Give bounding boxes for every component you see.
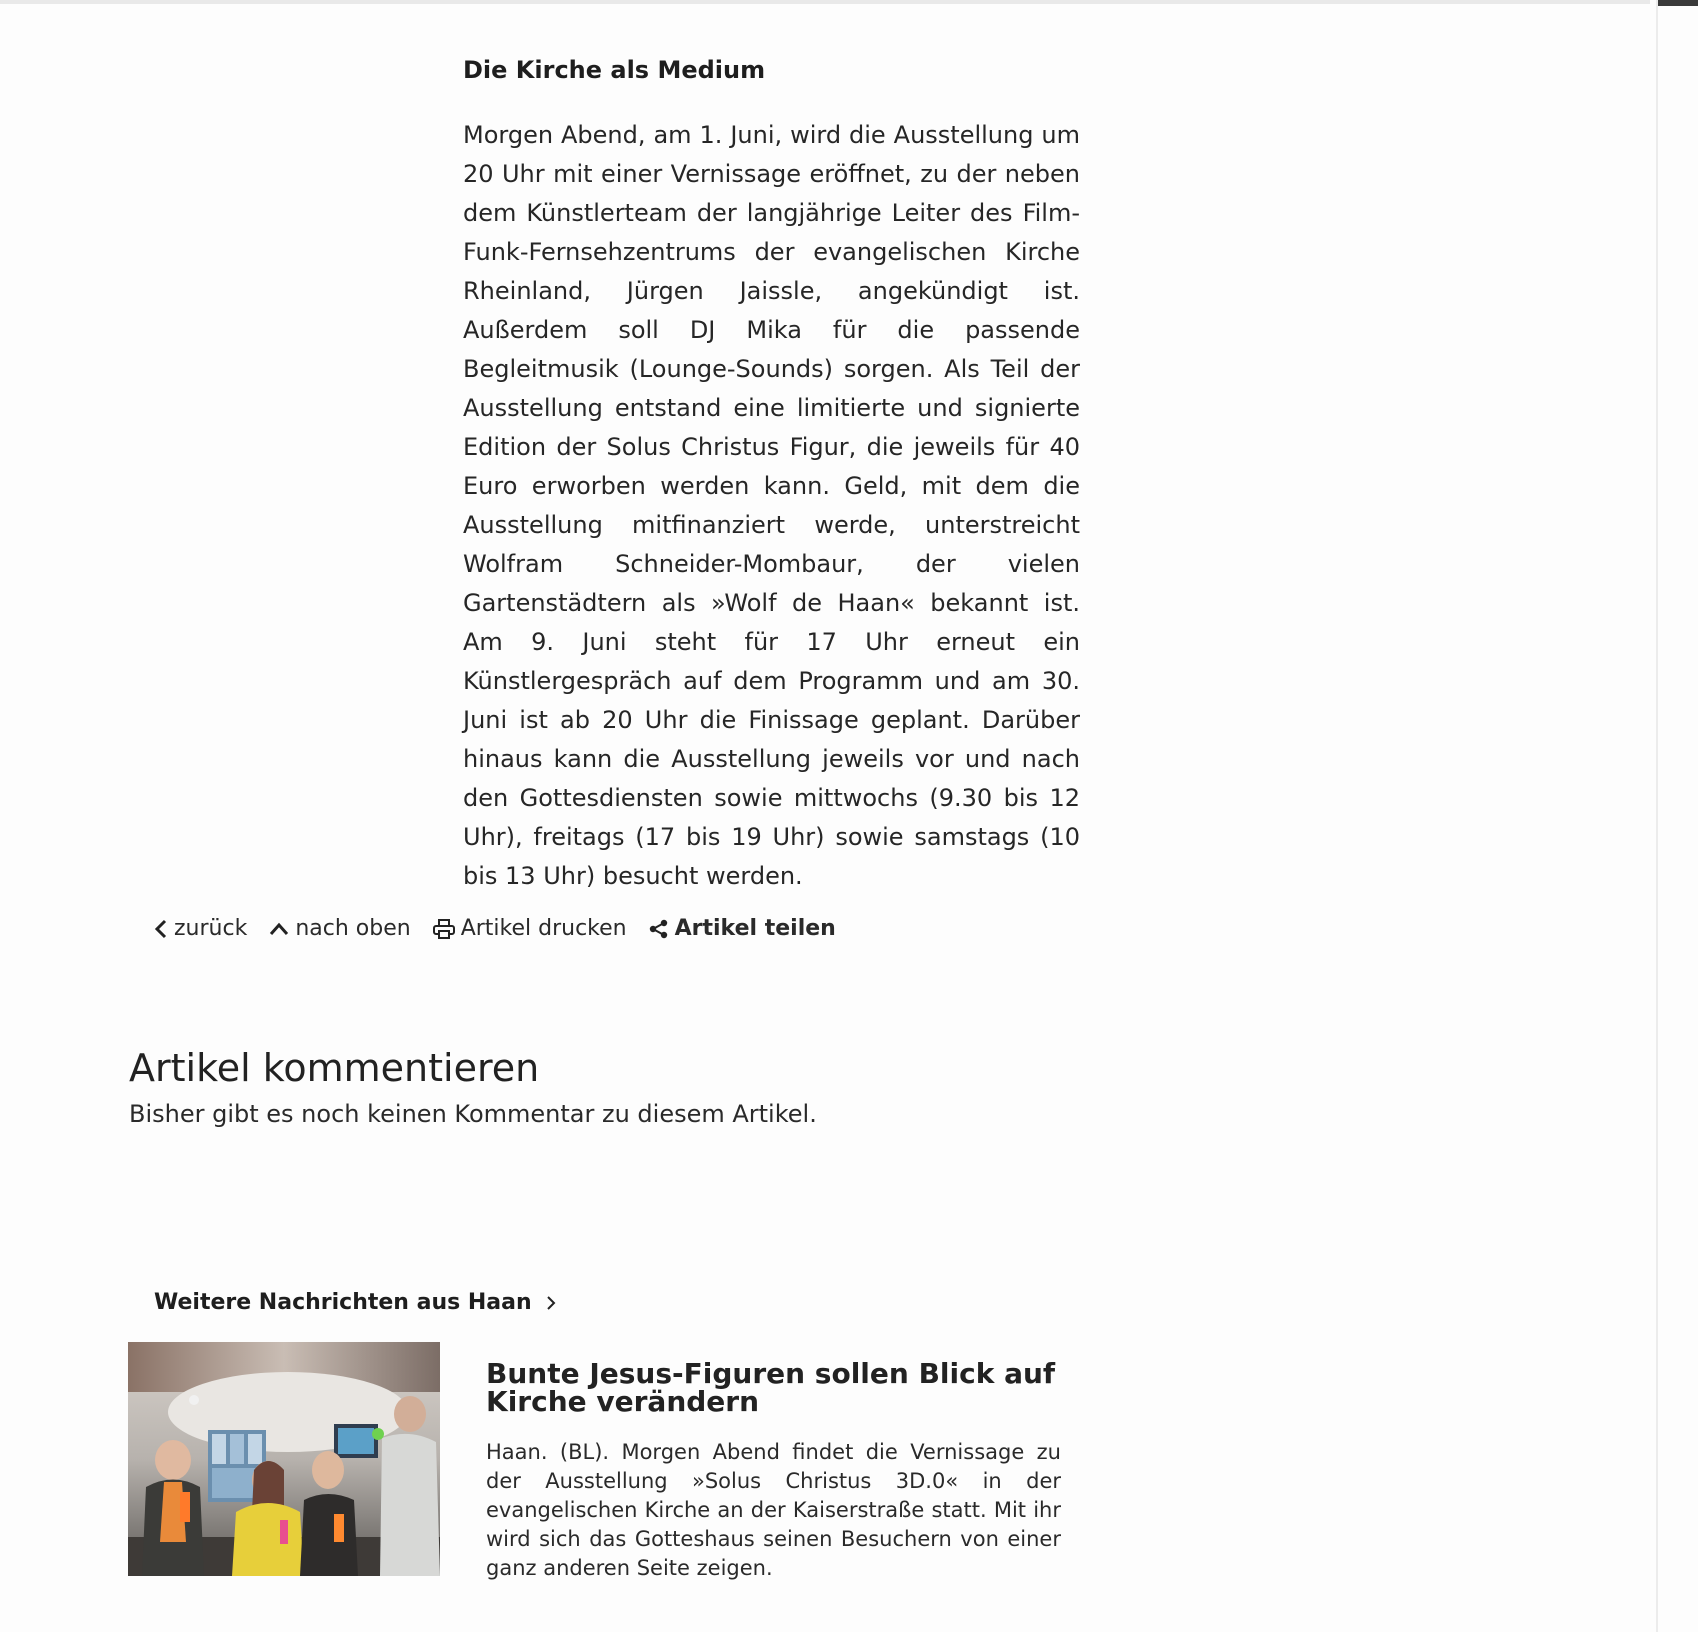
print-article-label: Artikel drucken [460, 916, 627, 941]
back-link[interactable] [154, 916, 247, 941]
top-corner-mark [1658, 0, 1698, 6]
related-article-title[interactable]: Bunte Jesus-Figuren sollen Blick auf Kirche verändern [486, 1357, 1056, 1418]
related-article-teaser: Haan. (BL). Morgen Abend findet die Vernissage zu der Ausstellung »Solus Christus 3D.0« in der evangelischen Kirche an der Kaiserstraße statt. Mit ihr wird sich das Gotteshaus seinen Besuchern von einer ganz anderen Seite zeigen. [486, 1440, 1061, 1580]
chevron-up-icon [269, 921, 289, 937]
scroll-top-link[interactable] [269, 916, 410, 941]
share-article-link[interactable] [649, 916, 836, 941]
comments-heading: Artikel kommentieren [129, 1046, 540, 1090]
article-toolbar [154, 916, 858, 941]
article-subheading: Die Kirche als Medium [463, 56, 766, 84]
top-divider [0, 0, 1650, 4]
print-article-link[interactable] [433, 916, 627, 941]
more-news-link[interactable] [154, 1290, 557, 1315]
article-body [463, 50, 1080, 896]
share-article-label: Artikel teilen [674, 916, 836, 941]
related-article-photo [128, 1342, 440, 1576]
printer-icon [433, 919, 455, 939]
article-paragraph: Morgen Abend, am 1. Juni, wird die Ausstellung um 20 Uhr mit einer Vernissage eröffnet, zu der neben dem Künstlerteam der langjährige Leiter des Film-Funk-Fernsehzentrums der evangelischen Kirche Rheinland, Jürgen Jaissle, angekündigt ist. Außerdem soll DJ Mika für die passende Begleitmusik (Lounge-Sounds) sorgen. Als Teil der Ausstellung entstand eine limitierte und signierte Edition der Solus Christus Figur, die jeweils für 40 Euro erworben werden kann. Geld, mit dem die Ausstellung mitfinanziert werde, unterstreicht Wolfram Schneider-Mombaur, der vielen Gartenstädtern als »Wolf de Haan« bekannt ist. Am 9. Juni steht für 17 Uhr erneut ein Künstlergespräch auf dem Programm und am 30. Juni ist ab 20 Uhr die Finissage geplant. Darüber hinaus kann die Ausstellung jeweils vor und nach den Gottesdiensten sowie mittwochs (9.30 bis 12 Uhr), freitags (17 bis 19 Uhr) sowie samstags (10 bis 13 Uhr) besucht werden. [463, 121, 1080, 890]
share-icon [649, 919, 669, 939]
related-article-image[interactable] [128, 1342, 440, 1576]
scroll-top-label: nach oben [295, 916, 411, 941]
back-label: zurück [174, 916, 248, 941]
comments-empty-text: Bisher gibt es noch keinen Kommentar zu diesem Artikel. [129, 1100, 817, 1128]
comments-section [129, 1046, 817, 1128]
right-edge-line [1656, 0, 1658, 1632]
chevron-right-icon [545, 1295, 557, 1311]
more-news-label: Weitere Nachrichten aus Haan [154, 1290, 532, 1315]
chevron-left-icon [154, 919, 168, 939]
